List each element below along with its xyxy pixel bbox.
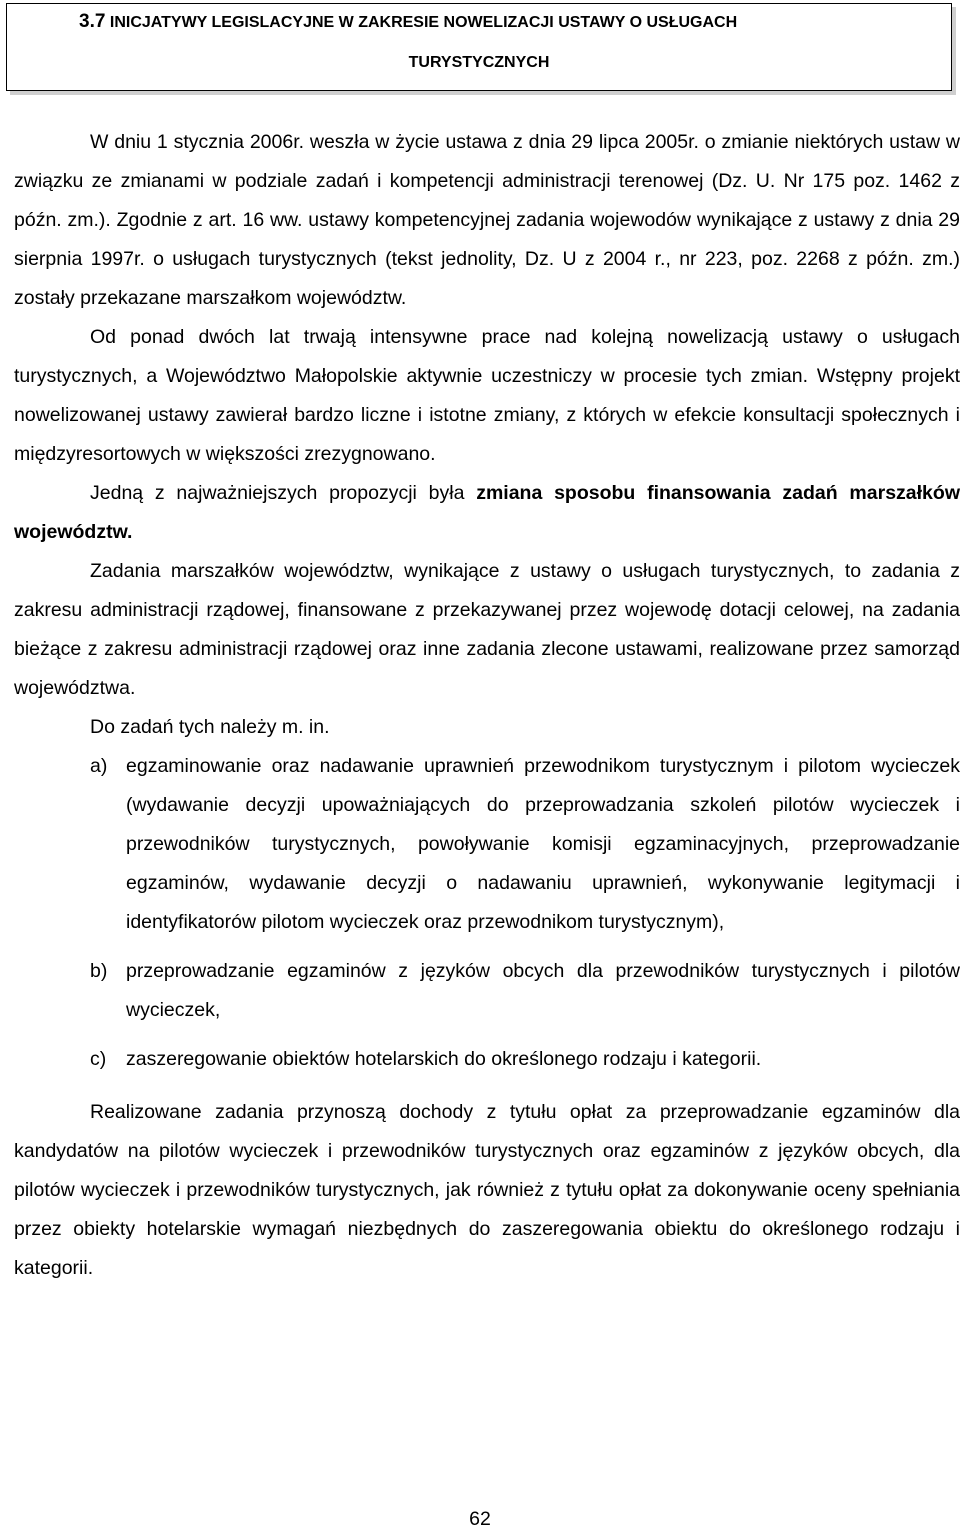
list-marker: b)	[90, 960, 108, 982]
paragraph-tasks-description: Zadania marszałków województw, wynikające z ustawy o usługach turystycznych, to zadania z zakresu administracji rządowej, finansowane z przekazywanej przez wojewodę dotacji celowej, na zadania bieżące z zakresu administracji rządowej oraz inne zadania zlecone ustawami, realizowane przez samorząd województwa.	[14, 560, 960, 699]
key-proposal-text: Jedną z najważniejszych propozycji była	[90, 482, 477, 504]
paragraph-amendment-work: Od ponad dwóch lat trwają intensywne prace nad kolejną nowelizacją ustawy o usługach turystycznych, a Województwo Małopolskie aktywnie uczestniczy w procesie tych zmian. Wstępny projekt nowelizowanej ustawy zawierał bardzo liczne i istotne zmiany, z których w efekcie konsultacji społecznych i międzyresortowych w większości zrezygnowano.	[14, 326, 960, 465]
list-item	[14, 747, 960, 942]
paragraph-legal-basis: W dniu 1 stycznia 2006r. weszła w życie ustawa z dnia 29 lipca 2005r. o zmianie niektórych ustaw w związku ze zmianami w podziale zadań i kompetencji administracji terenowej (Dz. U. Nr 175 poz. 1462 z późn. zm.). Zgodnie z art. 16 ww. ustawy kompetencyjnej zadania wojewodów wynikające z ustawy z dnia 29 sierpnia 1997r. o usługach turystycznych (tekst jednolity, Dz. U z 2004 r., nr 223, poz. 2268 z późn. zm.) zostały przekazane marszałkom województw.	[14, 131, 960, 309]
page-number: 62	[469, 1508, 491, 1530]
section-title-line2: TURYSTYCZNYCH	[408, 54, 550, 71]
document-body	[14, 123, 960, 1288]
list-intro: Do zadań tych należy m. in.	[90, 716, 330, 738]
list-item-text: egzaminowanie oraz nadawanie uprawnień przewodnikom turystycznym i pilotom wycieczek (wydawanie decyzji upoważniających do przeprowadzania szkoleń pilotów wycieczek i przewodników turystycznych, powoływanie komisji egzaminacyjnych, przeprowadzanie egzaminów, wydawanie decyzji o nadawaniu uprawnień, wykonywanie legitymacji i identyfikatorów pilotom wycieczek oraz przewodnikom turystycznym),	[126, 755, 960, 933]
paragraph-key-proposal	[14, 474, 960, 552]
section-title-line1	[79, 11, 960, 33]
list-item-text: zaszeregowanie obiektów hotelarskich do określonego rodzaju i kategorii.	[126, 1048, 762, 1070]
list-item	[14, 1040, 960, 1079]
list-item-text: przeprowadzanie egzaminów z języków obcych dla przewodników turystycznych i pilotów wycieczek,	[126, 960, 960, 1021]
list-item	[14, 952, 960, 1030]
key-proposal-bold: zmiana sposobu finansowania zadań marszałków województw.	[14, 482, 960, 543]
list-marker: c)	[90, 1048, 107, 1070]
list-marker: a)	[90, 755, 108, 777]
section-title-text: INICJATYWY LEGISLACYJNE W ZAKRESIE NOWELIZACJI USTAWY O USŁUGACH	[105, 14, 738, 31]
paragraph-revenue: Realizowane zadania przynoszą dochody z tytułu opłat za przeprowadzanie egzaminów dla kandydatów na pilotów wycieczek i przewodników turystycznych oraz egzaminów z języków obcych, dla pilotów wycieczek i przewodników turystycznych, jak również z tytułu opłat za dokonywanie oceny spełniania przez obiekty hotelarskie wymagań niezbędnych do zaszeregowania obiektu do określonego rodzaju i kategorii.	[14, 1101, 960, 1279]
section-number: 3.7	[79, 11, 106, 32]
section-header-box	[6, 3, 952, 91]
